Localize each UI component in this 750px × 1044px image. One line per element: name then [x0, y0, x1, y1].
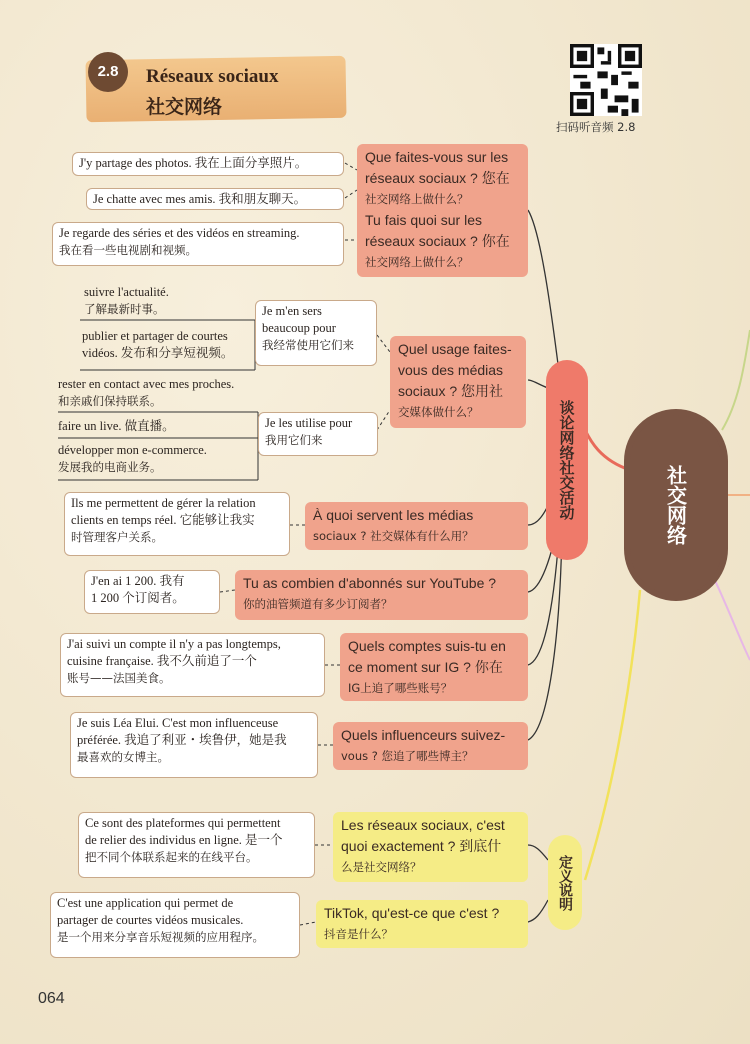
q1-line3: 社交网络上做什么？ — [365, 192, 469, 206]
usage1-item1-fr: suivre l'actualité. — [84, 285, 169, 299]
usage2-item3-fr: développer mon e-commerce. — [58, 443, 207, 457]
usage1-item2-line1: publier et partager de courtes — [82, 329, 228, 343]
q2-line2: vous des médias — [398, 362, 504, 378]
answer-8-line2: partager de courtes vidéos musicales. — [57, 913, 244, 927]
answer-6 — [70, 712, 318, 778]
answer-5-line1: J'ai suivi un compte il n'y a pas longtemps, — [67, 637, 281, 651]
title-chinese: 社交网络 — [146, 96, 223, 118]
usage1-line3: 我经常使用它们来 — [262, 338, 354, 352]
answer-6-line3: 最喜欢的女博主。 — [77, 750, 169, 764]
answer-8-line3: 是一个用来分享音乐短视频的应用程序。 — [57, 930, 264, 944]
question-1 — [357, 144, 528, 277]
answer-4-line1: J'en ai 1 200. 我有 — [91, 574, 185, 588]
q6-line2: vous ? 您追了哪些博主？ — [341, 749, 474, 763]
usage-box-2 — [258, 412, 378, 456]
page-number: 064 — [38, 990, 65, 1007]
q1-line1: Que faites-vous sur les — [365, 149, 509, 165]
answer-5-line3: 账号——法国美食。 — [67, 671, 171, 685]
question-2 — [390, 336, 526, 428]
usage1-item1 — [84, 284, 169, 318]
usage2-item1-zh: 和亲戚们保持联系。 — [58, 394, 162, 408]
answer-6-line1: Je suis Léa Elui. C'est mon influenceuse — [77, 716, 279, 730]
q7-line1: Les réseaux sociaux, c'est — [341, 817, 505, 833]
answer-3-line1: Ils me permettent de gérer la relation — [71, 496, 256, 510]
answer-1c-line1: Je regarde des séries et des vidéos en streaming. — [59, 226, 300, 240]
q8-line1: TikTok, qu'est-ce que c'est ? — [324, 905, 500, 921]
q3-line1: À quoi servent les médias — [313, 507, 474, 523]
answer-5-line2: cuisine française. 我不久前追了一个 — [67, 654, 257, 668]
answer-4-line2: 1 200 个订阅者。 — [91, 591, 185, 605]
q1-line5: réseaux sociaux ? 你在 — [365, 233, 510, 249]
q4-line1: Tu as combien d'abonnés sur YouTube ? — [243, 575, 497, 591]
answer-7-line1: Ce sont des plateformes qui permettent — [85, 816, 281, 830]
branch-definition: 定义说明 — [548, 835, 582, 930]
question-3 — [305, 502, 528, 550]
center-node: 社交网络 — [630, 415, 722, 595]
question-4 — [235, 570, 528, 620]
answer-8 — [50, 892, 300, 958]
answer-8-line1: C'est une application qui permet de — [57, 896, 234, 910]
usage2-item1 — [58, 376, 234, 410]
answer-3 — [64, 492, 290, 556]
question-5 — [340, 633, 528, 701]
answer-1b: Je chatte avec mes amis. 我和朋友聊天。 — [86, 188, 344, 210]
qr-code-icon[interactable] — [570, 44, 642, 116]
answer-1a: J'y partage des photos. 我在上面分享照片。 — [72, 152, 344, 176]
answer-3-line2: clients en temps réel. 它能够让我实 — [71, 513, 255, 527]
q6-line1: Quels influenceurs suivez- — [341, 727, 506, 743]
usage1-line1: Je m'en sers — [262, 304, 322, 318]
question-7 — [333, 812, 528, 882]
q7-line2: quoi exactement ? 到底什 — [341, 838, 502, 854]
q8-line2: 抖音是什么？ — [324, 927, 393, 941]
answer-7 — [78, 812, 315, 878]
q4-line2: 你的油管频道有多少订阅者？ — [243, 597, 393, 611]
answer-5 — [60, 633, 325, 697]
q2-line3: sociaux ? 您用社 — [398, 383, 504, 399]
section-number: 2.8 — [88, 52, 128, 92]
answer-6-line2: préférée. 我追了利亚・埃鲁伊，她是我 — [77, 733, 287, 747]
answer-1c — [52, 222, 344, 266]
q5-line3: IG上追了哪些账号？ — [348, 681, 453, 695]
usage1-item2 — [82, 328, 233, 362]
usage2-item3 — [58, 442, 207, 476]
q2-line1: Quel usage faites- — [398, 341, 512, 357]
usage1-item2-line2: vidéos. 发布和分享短视频。 — [82, 346, 234, 360]
q1-line4: Tu fais quoi sur les — [365, 212, 482, 228]
usage2-item3-zh: 发展我的电商业务。 — [58, 460, 162, 474]
q1-line2: réseaux sociaux ? 您在 — [365, 170, 510, 186]
answer-7-line3: 把不同个体联系起来的在线平台。 — [85, 850, 258, 864]
qr-caption: 扫码听音频 2.8 — [556, 120, 636, 134]
q1-line6: 社交网络上做什么？ — [365, 255, 469, 269]
usage2-item2: faire un live. 做直播。 — [58, 419, 175, 433]
q7-line3: 么是社交网络？ — [341, 860, 422, 874]
question-6 — [333, 722, 528, 770]
answer-4 — [84, 570, 220, 614]
answer-3-line3: 时管理客户关系。 — [71, 530, 163, 544]
usage2-line2: 我用它们来 — [265, 433, 323, 447]
branch-activities: 谈论网络社交活动 — [546, 360, 588, 560]
q2-line4: 交媒体做什么？ — [398, 405, 479, 419]
q5-line1: Quels comptes suis-tu en — [348, 638, 506, 654]
title-french: Réseaux sociaux — [146, 66, 279, 87]
question-8 — [316, 900, 528, 948]
answer-1c-line2: 我在看一些电视剧和视频。 — [59, 243, 197, 257]
answer-7-line2: de relier des individus en ligne. 是一个 — [85, 833, 283, 847]
usage2-line1: Je les utilise pour — [265, 416, 353, 430]
q3-line2: sociaux ? 社交媒体有什么用？ — [313, 529, 474, 543]
usage-box-1 — [255, 300, 377, 366]
usage1-line2: beaucoup pour — [262, 321, 336, 335]
usage1-item1-zh: 了解最新时事。 — [84, 302, 165, 316]
usage2-item1-fr: rester en contact avec mes proches. — [58, 377, 235, 391]
q5-line2: ce moment sur IG ? 你在 — [348, 659, 503, 675]
